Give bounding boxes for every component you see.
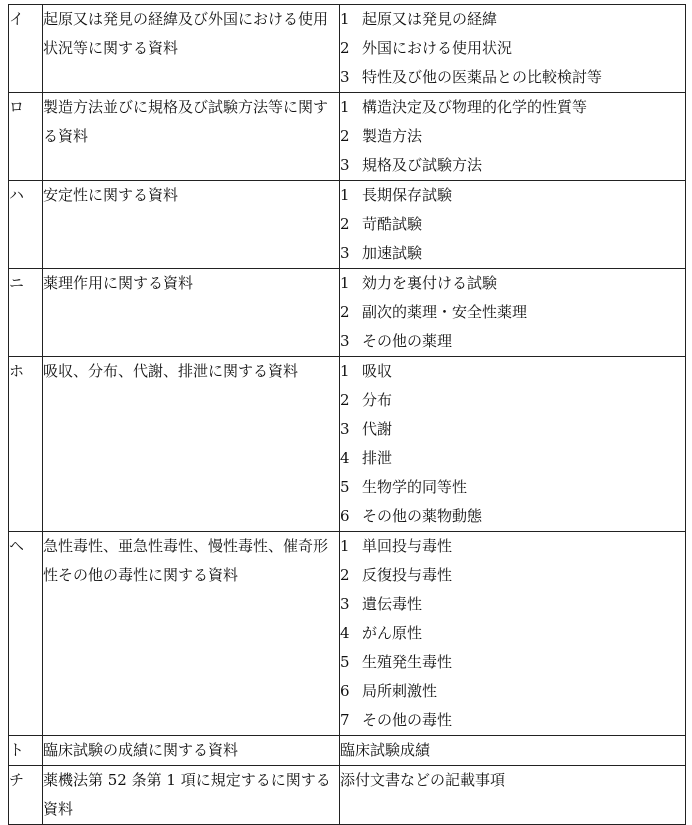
item-number: 3 <box>340 244 350 262</box>
list-item <box>340 151 685 180</box>
table-row <box>9 93 686 181</box>
item-number: 3 <box>340 156 350 174</box>
item-text: 構造決定及び物理的化学的性質等 <box>362 98 588 116</box>
item-text: 吸収 <box>362 362 393 380</box>
list-item <box>340 590 685 619</box>
row-topic: 吸収、分布、代謝、排泄に関する資料 <box>43 357 340 532</box>
item-text: 外国における使用状況 <box>362 39 513 57</box>
row-topic: 薬理作用に関する資料 <box>43 269 340 357</box>
list-item <box>340 736 685 765</box>
item-text: 添付文書などの記載事項 <box>340 771 506 789</box>
item-number: 1 <box>340 274 350 292</box>
row-topic: 安定性に関する資料 <box>43 181 340 269</box>
item-number: 5 <box>340 653 350 671</box>
list-item <box>340 648 685 677</box>
item-number: 3 <box>340 68 350 86</box>
list-item <box>340 239 685 268</box>
item-text: 局所刺激性 <box>362 682 438 700</box>
list-item <box>340 34 685 63</box>
list-item <box>340 766 685 795</box>
row-items <box>340 532 686 736</box>
row-items <box>340 766 686 825</box>
list-item <box>340 502 685 531</box>
row-items <box>340 181 686 269</box>
list-item <box>340 677 685 706</box>
item-number: 2 <box>340 303 350 321</box>
item-number: 4 <box>340 624 350 642</box>
item-text: 分布 <box>362 391 393 409</box>
row-topic: 製造方法並びに規格及び試験方法等に関する資料 <box>43 93 340 181</box>
list-item <box>340 532 685 561</box>
list-item <box>340 561 685 590</box>
item-number: 6 <box>340 682 350 700</box>
item-number: 1 <box>340 362 350 380</box>
table-row <box>9 766 686 825</box>
item-text: 反復投与毒性 <box>362 566 453 584</box>
table-row <box>9 5 686 93</box>
item-number: 5 <box>340 478 350 496</box>
list-item <box>340 706 685 735</box>
list-item <box>340 5 685 34</box>
item-number: 1 <box>340 98 350 116</box>
row-topic: 急性毒性、亜急性毒性、慢性毒性、催奇形性その他の毒性に関する資料 <box>43 532 340 736</box>
item-number: 7 <box>340 711 350 729</box>
item-text: がん原性 <box>362 624 423 642</box>
list-item <box>340 357 685 386</box>
row-mark: ホ <box>9 357 43 532</box>
item-number: 2 <box>340 127 350 145</box>
list-item <box>340 269 685 298</box>
item-text: その他の薬理 <box>362 332 453 350</box>
row-items <box>340 5 686 93</box>
list-item <box>340 210 685 239</box>
item-text: 代謝 <box>362 420 393 438</box>
row-topic: 臨床試験の成績に関する資料 <box>43 736 340 766</box>
item-text: 副次的薬理・安全性薬理 <box>362 303 528 321</box>
item-text: 単回投与毒性 <box>362 537 453 555</box>
row-items <box>340 736 686 766</box>
item-text: 生殖発生毒性 <box>362 653 453 671</box>
item-text: 生物学的同等性 <box>362 478 468 496</box>
row-mark: イ <box>9 5 43 93</box>
row-mark: ト <box>9 736 43 766</box>
item-number: 1 <box>340 537 350 555</box>
item-text: 製造方法 <box>362 127 423 145</box>
item-text: 起原又は発見の経緯 <box>362 10 498 28</box>
item-number: 1 <box>340 186 350 204</box>
list-item <box>340 63 685 92</box>
item-text: 特性及び他の医薬品との比較検討等 <box>362 68 603 86</box>
item-text: 長期保存試験 <box>362 186 453 204</box>
row-mark: ロ <box>9 93 43 181</box>
table-row <box>9 357 686 532</box>
list-item <box>340 386 685 415</box>
list-item <box>340 415 685 444</box>
row-items <box>340 269 686 357</box>
table-body <box>9 5 686 825</box>
list-item <box>340 619 685 648</box>
item-number: 4 <box>340 449 350 467</box>
item-number: 2 <box>340 215 350 233</box>
table-row <box>9 269 686 357</box>
item-number: 2 <box>340 391 350 409</box>
item-number: 3 <box>340 595 350 613</box>
row-mark: チ <box>9 766 43 825</box>
item-text: 規格及び試験方法 <box>362 156 483 174</box>
table-row <box>9 736 686 766</box>
row-mark: ハ <box>9 181 43 269</box>
item-text: 臨床試験成績 <box>340 741 431 759</box>
item-text: 効力を裏付ける試験 <box>362 274 498 292</box>
list-item <box>340 181 685 210</box>
row-topic: 薬機法第 52 条第 1 項に規定するに関する資料 <box>43 766 340 825</box>
item-number: 2 <box>340 566 350 584</box>
item-text: その他の薬物動態 <box>362 507 483 525</box>
item-number: 2 <box>340 39 350 57</box>
list-item <box>340 473 685 502</box>
list-item <box>340 327 685 356</box>
row-mark: ヘ <box>9 532 43 736</box>
item-text: 排泄 <box>362 449 393 467</box>
materials-table <box>8 4 686 825</box>
item-text: 苛酷試験 <box>362 215 423 233</box>
row-mark: ニ <box>9 269 43 357</box>
list-item <box>340 444 685 473</box>
row-topic: 起原又は発見の経緯及び外国における使用状況等に関する資料 <box>43 5 340 93</box>
list-item <box>340 298 685 327</box>
table-row <box>9 181 686 269</box>
list-item <box>340 93 685 122</box>
row-items <box>340 93 686 181</box>
item-text: その他の毒性 <box>362 711 453 729</box>
item-number: 6 <box>340 507 350 525</box>
table-row <box>9 532 686 736</box>
item-number: 3 <box>340 332 350 350</box>
list-item <box>340 122 685 151</box>
item-text: 加速試験 <box>362 244 423 262</box>
item-number: 1 <box>340 10 350 28</box>
item-number: 3 <box>340 420 350 438</box>
item-text: 遺伝毒性 <box>362 595 423 613</box>
row-items <box>340 357 686 532</box>
